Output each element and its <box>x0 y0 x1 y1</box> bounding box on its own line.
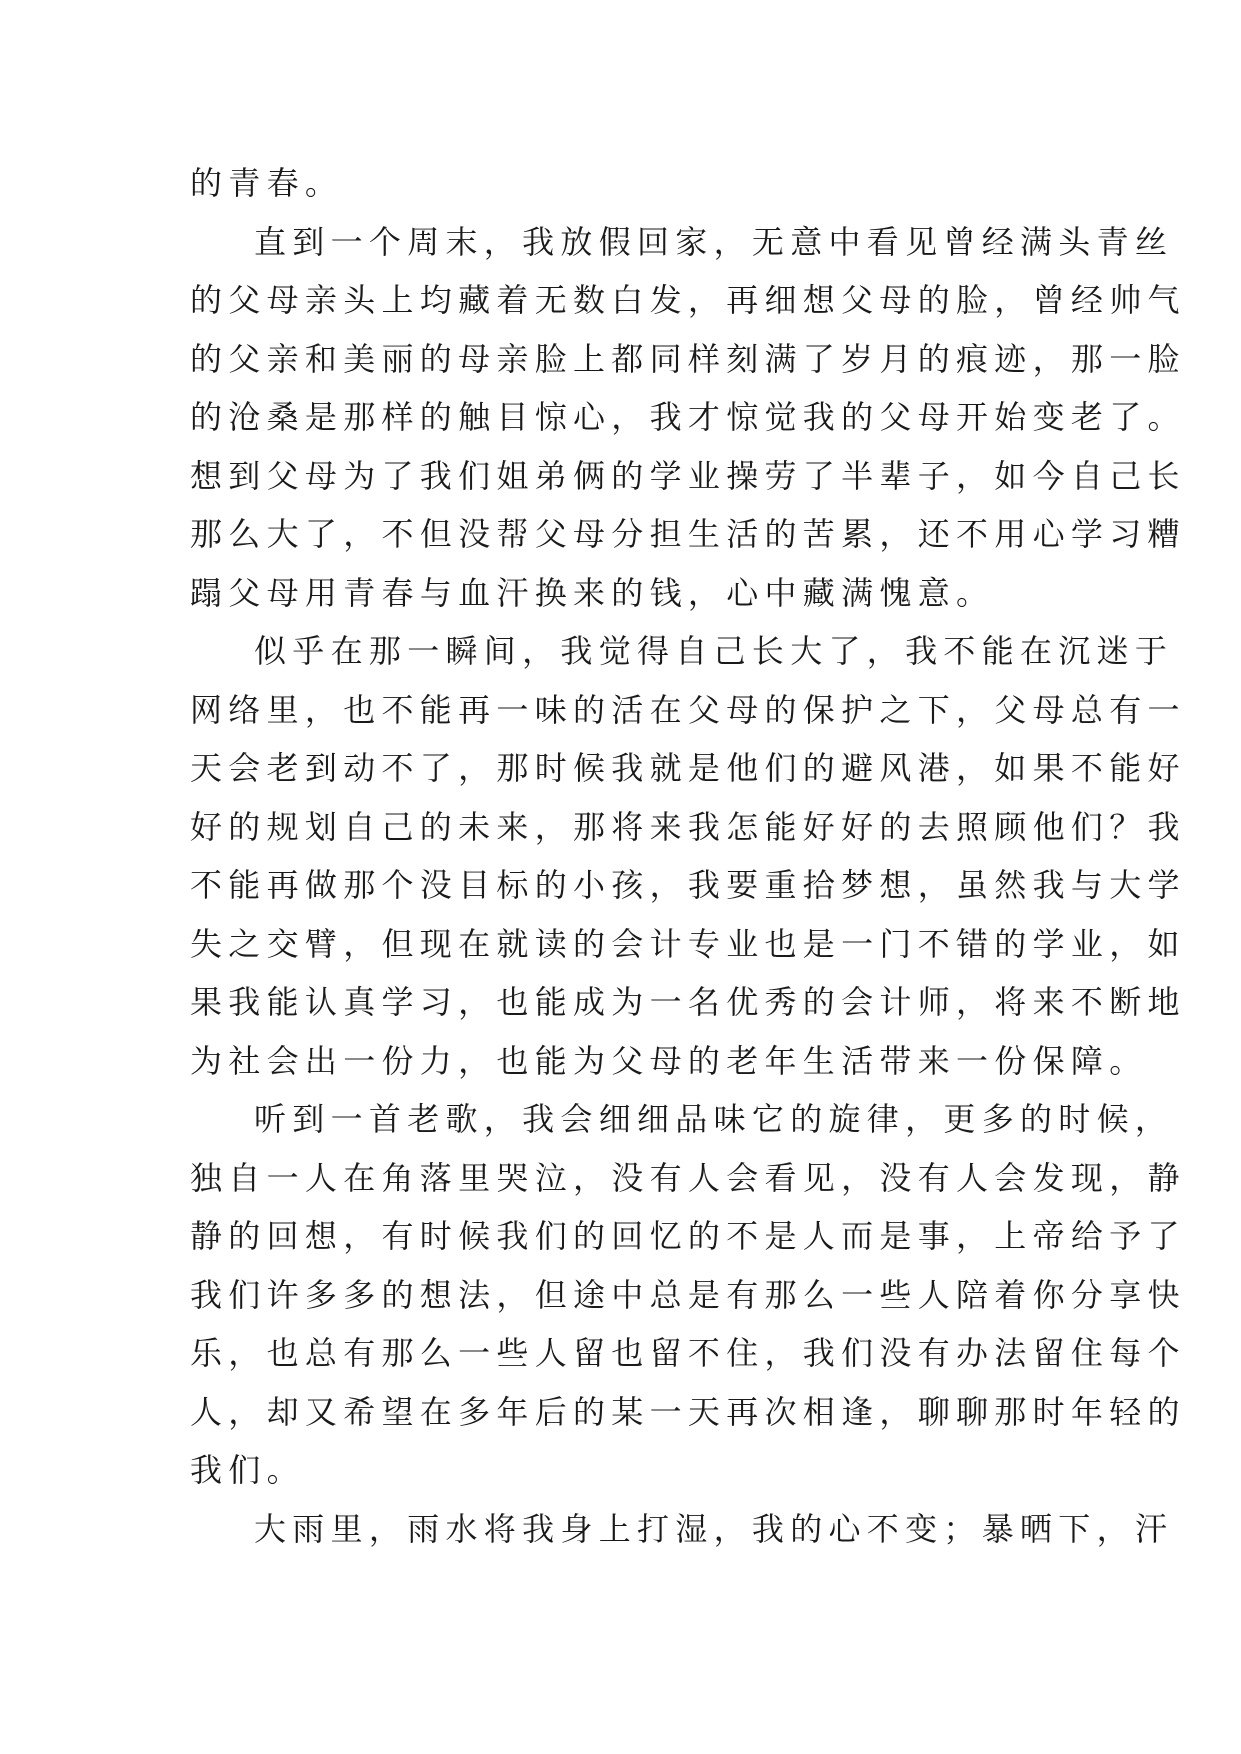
text-line: 为社会出一份力，也能为父母的老年生活带来一份保障。 <box>190 1041 1148 1080</box>
text-line: 失之交臂，但现在就读的会计专业也是一门不错的学业，如 <box>190 924 1186 963</box>
text-line: 独自一人在角落里哭泣，没有人会看见，没有人会发现，静 <box>190 1158 1186 1197</box>
text-line: 想到父母为了我们姐弟俩的学业操劳了半辈子，如今自己长 <box>190 456 1186 495</box>
body-text <box>190 154 1186 1558</box>
text-line: 我们。 <box>190 1451 305 1489</box>
text-line: 果我能认真学习，也能成为一名优秀的会计师，将来不断地 <box>190 983 1186 1021</box>
text-line: 人，却又希望在多年后的某一天再次相逢，聊聊那时年轻的 <box>190 1392 1186 1431</box>
text-line: 听到一首老歌，我会细细品味它的旋律，更多的时候， <box>254 1100 1174 1138</box>
text-line: 静的回想，有时候我们的回忆的不是人而是事，上帝给予了 <box>190 1217 1186 1255</box>
text-line: 的青春。 <box>190 164 344 202</box>
text-line: 那么大了，不但没帮父母分担生活的苦累，还不用心学习糟 <box>190 515 1186 553</box>
text-line: 直到一个周末，我放假回家，无意中看见曾经满头青丝 <box>254 222 1174 261</box>
text-line: 乐，也总有那么一些人留也留不住，我们没有办法留住每个 <box>190 1334 1186 1372</box>
text-line: 似乎在那一瞬间，我觉得自己长大了，我不能在沉迷于 <box>254 632 1174 670</box>
text-line: 我们许多多的想法，但途中总是有那么一些人陪着你分享快 <box>190 1275 1186 1314</box>
text-line: 大雨里，雨水将我身上打湿，我的心不变；暴晒下，汗 <box>254 1509 1174 1548</box>
text-line: 网络里，也不能再一味的活在父母的保护之下，父母总有一 <box>190 690 1186 729</box>
text-line: 好的规划自己的未来，那将来我怎能好好的去照顾他们？我 <box>190 807 1186 846</box>
text-line: 不能再做那个没目标的小孩，我要重拾梦想，虽然我与大学 <box>190 866 1186 904</box>
text-line: 的沧桑是那样的触目惊心，我才惊觉我的父母开始变老了。 <box>190 398 1186 436</box>
text-line: 的父母亲头上均藏着无数白发，再细想父母的脸，曾经帅气 <box>190 281 1186 319</box>
text-line: 蹋父母用青春与血汗换来的钱，心中藏满愧意。 <box>190 573 995 612</box>
text-line: 天会老到动不了，那时候我就是他们的避风港，如果不能好 <box>190 749 1186 787</box>
text-line: 的父亲和美丽的母亲脸上都同样刻满了岁月的痕迹，那一脸 <box>190 339 1186 378</box>
